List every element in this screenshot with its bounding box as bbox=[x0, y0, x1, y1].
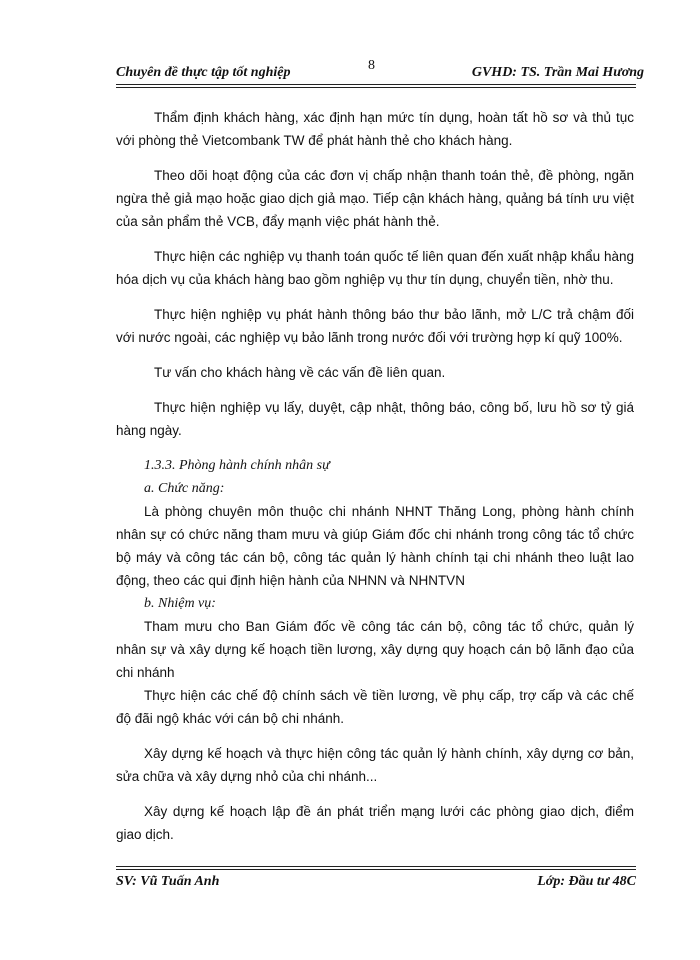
footer-rule bbox=[116, 866, 636, 870]
page-number: 8 bbox=[368, 58, 375, 73]
sub-heading-function: a. Chức năng: bbox=[144, 481, 225, 496]
paragraph: Thực hiện các chế độ chính sách về tiền lương, về phụ cấp, trợ cấp và các chế độ đãi ngộ khác với cán bộ chi nhánh. bbox=[116, 688, 634, 726]
footer-class: Lớp: Đầu tư 48C bbox=[537, 874, 636, 889]
paragraph: Thực hiện nghiệp vụ lấy, duyệt, cập nhật, thông báo, công bố, lưu hồ sơ tỷ giá hàng ngày. bbox=[116, 400, 634, 438]
paragraph: Thực hiện các nghiệp vụ thanh toán quốc tế liên quan đến xuất nhập khẩu hàng hóa dịch vụ của khách hàng bao gồm nghiệp vụ thư tín dụng, chuyển tiền, nhờ thu. bbox=[116, 249, 634, 287]
section-heading: 1.3.3. Phòng hành chính nhân sự bbox=[144, 458, 330, 473]
paragraph: Thực hiện nghiệp vụ phát hành thông báo thư bảo lãnh, mở L/C trả chậm đối với nước ngoài, các nghiệp vụ bảo lãnh trong nước đối với trường hợp kí quỹ 100%. bbox=[116, 307, 634, 345]
header-title: Chuyên đề thực tập tốt nghiệp bbox=[116, 65, 291, 80]
paragraph: Xây dựng kế hoạch lập đề án phát triển mạng lưới các phòng giao dịch, điểm giao dịch. bbox=[116, 804, 634, 842]
paragraph: Tư vấn cho khách hàng về các vấn đề liên quan. bbox=[154, 365, 446, 380]
paragraph: Thẩm định khách hàng, xác định hạn mức tín dụng, hoàn tất hồ sơ và thủ tục với phòng thẻ Vietcombank TW để phát hành thẻ cho khách hàng. bbox=[116, 110, 634, 148]
paragraph: Xây dựng kế hoạch và thực hiện công tác quản lý hành chính, xây dựng cơ bản, sửa chữa và xây dựng nhỏ của chi nhánh... bbox=[116, 746, 634, 784]
paragraph: Theo dõi hoạt động của các đơn vị chấp nhận thanh toán thẻ, đề phòng, ngăn ngừa thẻ giả mạo hoặc giao dịch giả mạo. Tiếp cận khách hàng, quảng bá tính ưu việt của sản phẩm thẻ VCB, đẩy mạnh việc phát hành thẻ. bbox=[116, 168, 634, 229]
page-body bbox=[116, 106, 634, 846]
header-rule bbox=[116, 84, 636, 88]
header-supervisor: GVHD: TS. Trần Mai Hương bbox=[471, 65, 644, 80]
paragraph: Là phòng chuyên môn thuộc chi nhánh NHNT Thăng Long, phòng hành chính nhân sự có chức năng tham mưu và giúp Giám đốc chi nhánh trong công tác tổ chức bộ máy và công tác cán bộ, công tác quản lý hành chính tại chi nhánh theo luật lao động, theo các qui định hiện hành của NHNN và NHNTVN bbox=[116, 504, 634, 588]
footer-student: SV: Vũ Tuấn Anh bbox=[116, 874, 220, 889]
sub-heading-duties: b. Nhiệm vụ: bbox=[144, 596, 216, 611]
paragraph: Tham mưu cho Ban Giám đốc về công tác cán bộ, công tác tổ chức, quản lý nhân sự và xây dựng kế hoạch tiền lương, xây dựng quy hoạch cán bộ lãnh đạo của chi nhánh bbox=[116, 619, 634, 680]
